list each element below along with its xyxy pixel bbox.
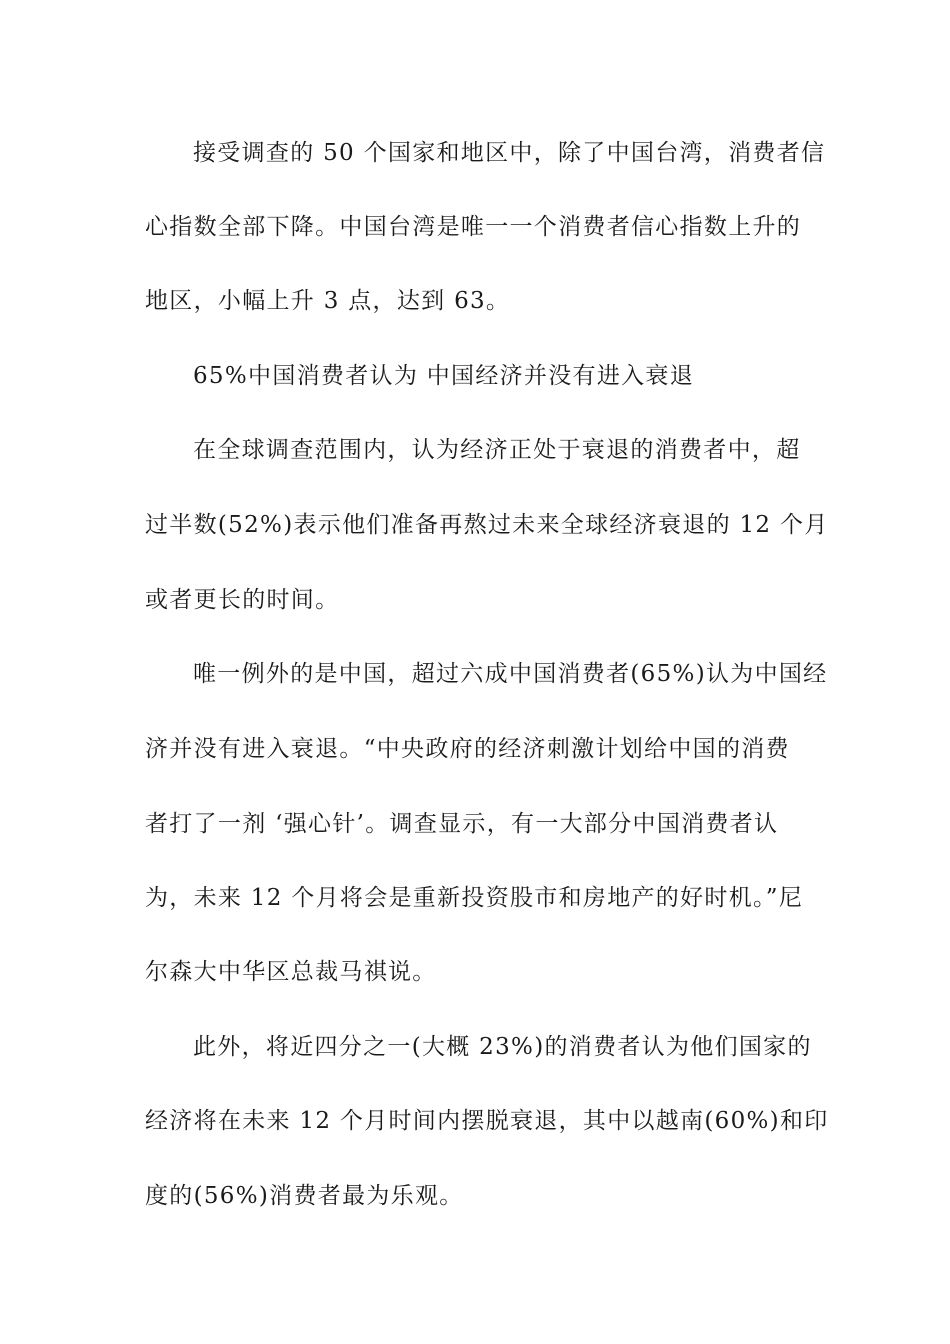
paragraph-4-line-3: 度的(56%)消费者最为乐观。	[145, 1183, 464, 1209]
paragraph-3-line-3: 者打了一剂 ‘强心针’。调查显示，有一大部分中国消费者认	[145, 811, 779, 837]
paragraph-3-line-4: 为，未来 12 个月将会是重新投资股市和房地产的好时机。”尼	[145, 885, 804, 911]
paragraph-3-line-1: 唯一例外的是中国，超过六成中国消费者(65%)认为中国经	[193, 661, 828, 687]
paragraph-2-line-1: 在全球调查范围内，认为经济正处于衰退的消费者中，超	[193, 437, 801, 463]
paragraph-4-line-2: 经济将在未来 12 个月时间内摆脱衰退，其中以越南(60%)和印	[145, 1108, 829, 1134]
paragraph-1-line-1: 接受调查的 50 个国家和地区中，除了中国台湾，消费者信	[193, 140, 826, 166]
paragraph-2-line-3: 或者更长的时间。	[145, 587, 340, 613]
paragraph-3-line-5: 尔森大中华区总裁马祺说。	[145, 959, 437, 985]
section-heading: 65%中国消费者认为 中国经济并没有进入衰退	[193, 363, 695, 389]
paragraph-2-line-2: 过半数(52%)表示他们准备再熬过未来全球经济衰退的 12 个月	[145, 512, 829, 538]
paragraph-1-line-2: 心指数全部下降。中国台湾是唯一一个消费者信心指数上升的	[145, 214, 802, 240]
paragraph-3-line-2: 济并没有进入衰退。“中央政府的经济刺激计划给中国的消费	[145, 736, 790, 762]
paragraph-4-line-1: 此外，将近四分之一(大概 23%)的消费者认为他们国家的	[193, 1034, 812, 1060]
paragraph-1-line-3: 地区，小幅上升 3 点，达到 63。	[145, 288, 511, 314]
